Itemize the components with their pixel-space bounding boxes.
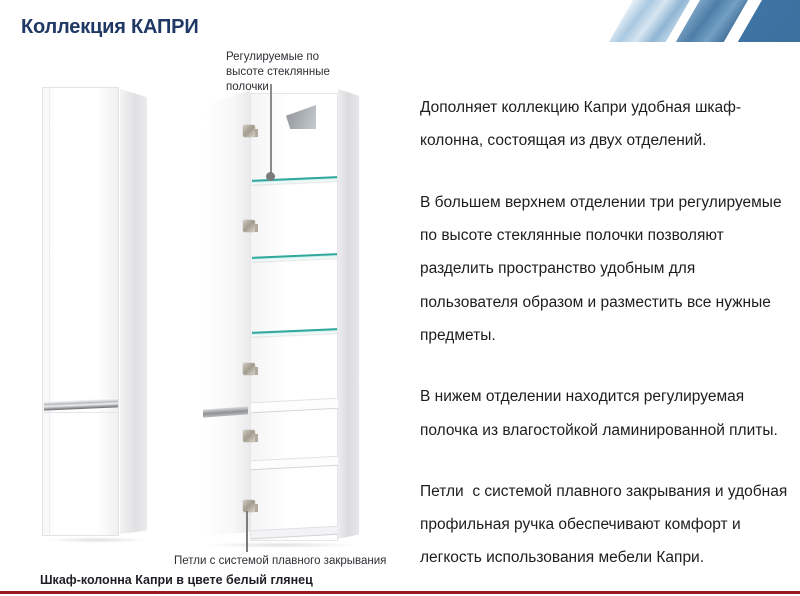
corner-stripe-dark xyxy=(738,0,800,42)
corner-stripe-medium xyxy=(676,0,748,42)
hinge-icon xyxy=(243,363,255,375)
description-text xyxy=(420,91,794,596)
annotation-hinges: Петли с системой плавного закрывания xyxy=(174,555,387,567)
corner-stripe-light xyxy=(609,0,690,42)
open-door-panel xyxy=(205,90,250,536)
hinge-icon xyxy=(243,125,255,137)
page-title: Коллекция КАПРИ xyxy=(21,16,199,38)
bottom-accent-rule xyxy=(0,591,800,594)
description-paragraph-3: В нижем отделении находится регулируемая полочка из влагостойкой ламинированной плиты. xyxy=(420,388,778,439)
description-paragraph-2: В большем верхнем отделении три регулируемые по высоте стеклянные полочки позволяют разделить пространство удобным для пользователя образом и разместить все нужные предметы. xyxy=(420,193,786,344)
annotation-glass-shelves: Регулируемые по высоте стеклянные полочки xyxy=(226,51,330,93)
leader-line-shelves xyxy=(270,84,272,176)
description-paragraph-4: Петли с системой плавного закрывания и удобная профильная ручка обеспечивают комфорт и легкость использования мебели Капри. xyxy=(420,482,792,567)
cabinet-front-panel xyxy=(42,87,119,536)
leader-dot xyxy=(266,172,275,181)
cabinet-shadow xyxy=(46,537,148,543)
closed-cabinet-image xyxy=(42,85,148,538)
cabinet-shadow xyxy=(204,542,358,548)
cabinet-interior xyxy=(250,93,338,541)
open-cabinet-image xyxy=(200,85,360,543)
hinge-icon xyxy=(243,500,255,512)
hinge-icon xyxy=(243,430,255,442)
cabinet-side-panel xyxy=(120,89,147,534)
cabinet-side-panel xyxy=(338,89,359,539)
cabinet-door-gap xyxy=(44,412,118,413)
leader-line-hinges xyxy=(246,511,248,552)
hinge-icon xyxy=(243,220,255,232)
description-paragraph-1: Дополняет коллекцию Капри удобная шкаф-колонна, состоящая из двух отделений. xyxy=(420,99,742,150)
image-caption: Шкаф-колонна Капри в цвете белый глянец xyxy=(40,573,313,587)
